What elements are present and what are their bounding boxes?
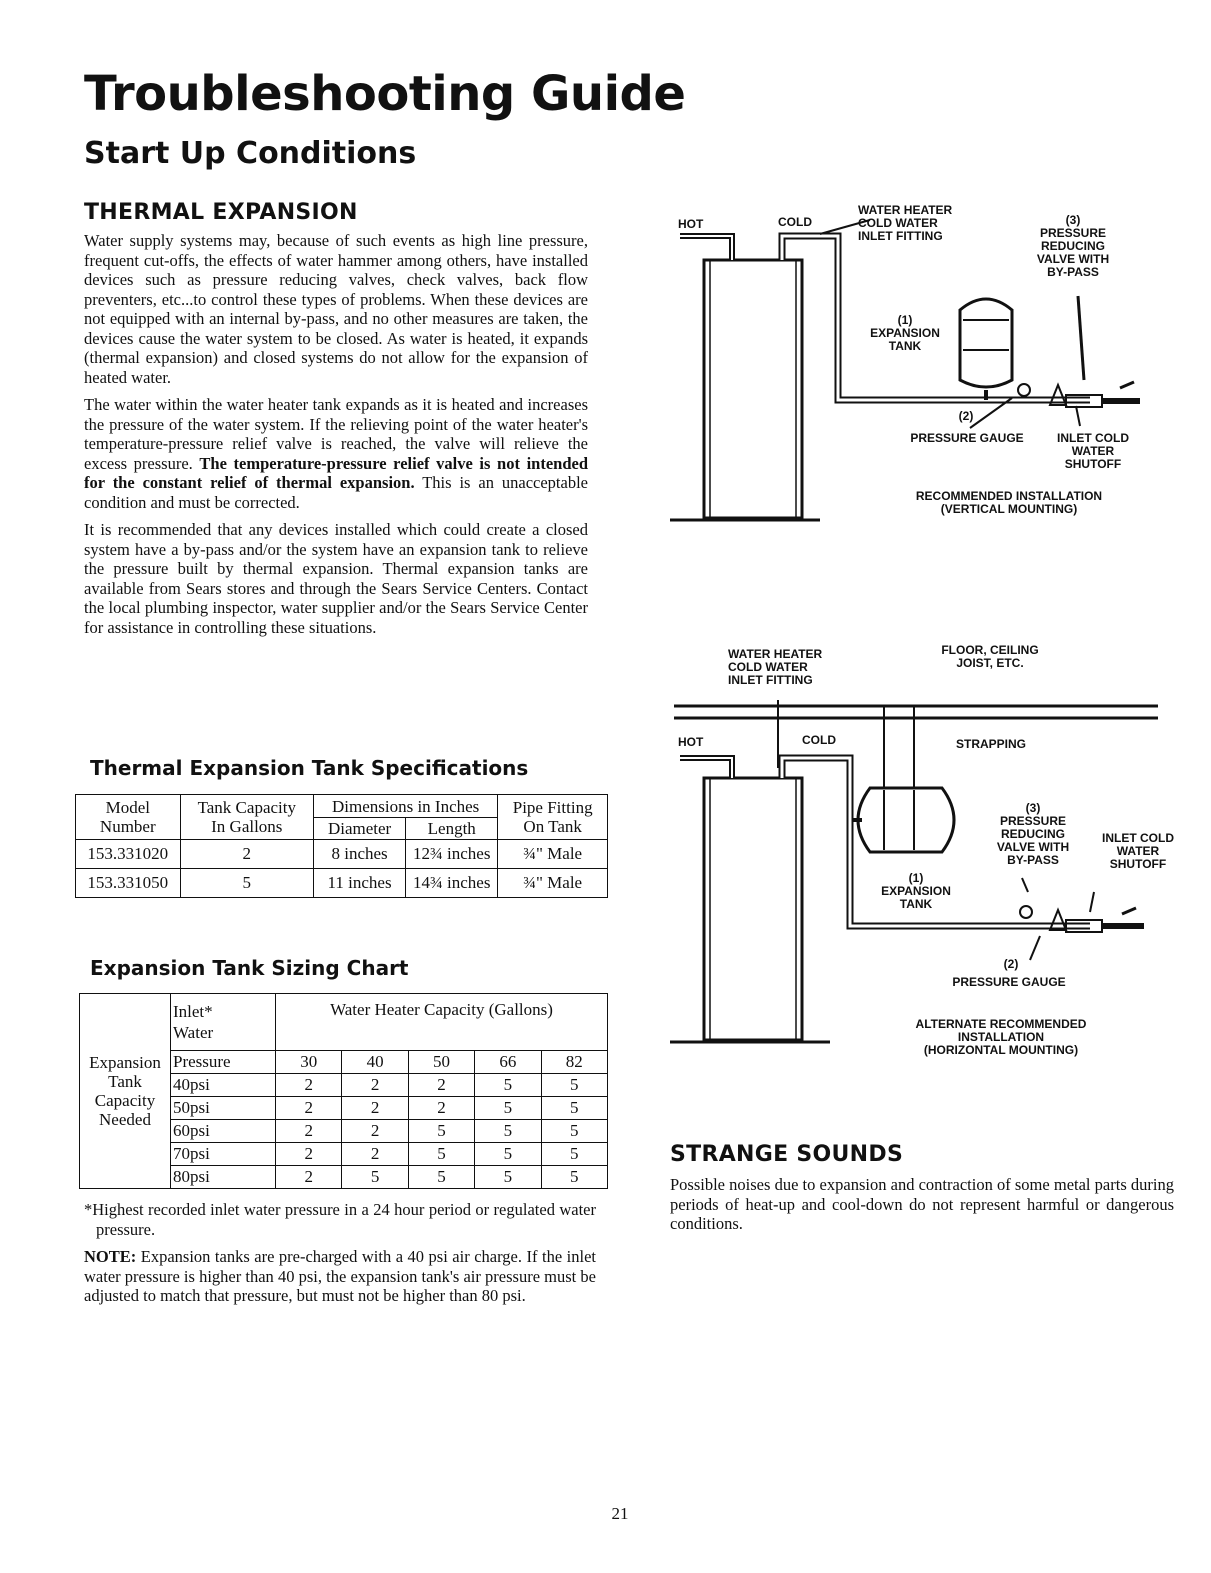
sizing-footnote: *Highest recorded inlet water pressure in a 24 hour period or regulated water pressure.	[84, 1200, 596, 1239]
table-row: 153.331050 5 11 inches 14¾ inches ¾" Male	[76, 869, 608, 898]
thermal-paragraph-1: Water supply systems may, because of such events as high line pressure, frequent cut-offs, the effects of water hammer among others, have installed devices such as pressure reducing valves, check valves, back flow preventers, etc...to control these types of problems. When these devices are not equipped with an internal by-pass, and no other measures are taken, the devices cause the water system to be closed. As water is heated, it expands (thermal expansion) and closed systems do not allow for the expansion of heated water.	[84, 231, 588, 387]
horizontal-floor-label: FLOOR, CEILING JOIST, ETC.	[941, 643, 1039, 670]
strange-sounds-paragraph: Possible noises due to expansion and contraction of some metal parts during periods of heat-up and cool-down do not represent harmful or dangerous conditions.	[670, 1175, 1174, 1233]
horizontal-hot-label: HOT	[678, 735, 704, 749]
sizing-chart-table: Expansion Tank Capacity Needed Inlet* Water Water Heater Capacity (Gallons) Pressure 30 40 50 66 82 40psi 2 2 2 5 5 50psi 2 2 2 5 5 60psi 2 2 5 5 5 70psi 2 2 5 5 5 80psi 2 5 5 5 5	[79, 993, 608, 1189]
table-row: 153.331020 2 8 inches 12¾ inches ¾" Male	[76, 840, 608, 869]
sizing-header-capacity: Water Heater Capacity (Gallons)	[276, 994, 608, 1051]
horizontal-inlet-label: WATER HEATER COLD WATER INLET FITTING	[728, 647, 823, 687]
sizing-note: NOTE: Expansion tanks are pre-charged with a 40 psi air charge. If the inlet water pressure is higher than 40 psi, the expansion tank's air pressure must be adjusted to match that pressure, but must not be higher than 80 psi.	[84, 1247, 596, 1305]
page-subtitle: Start Up Conditions	[84, 136, 417, 171]
vertical-shutoff-label: INLET COLD WATER SHUTOFF	[1057, 431, 1129, 471]
horizontal-strapping-label: STRAPPING	[956, 737, 1027, 751]
spec-table	[75, 794, 608, 898]
vertical-mounting-diagram	[670, 200, 1190, 540]
sizing-header-inlet: Inlet* Water	[171, 994, 276, 1051]
vertical-caption: RECOMMENDED INSTALLATION (VERTICAL MOUNTING)	[915, 489, 1103, 516]
strange-sounds-section	[670, 1142, 1174, 1242]
table-row: 80psi 2 5 5 5 5	[80, 1166, 608, 1189]
horizontal-gauge-label: PRESSURE GAUGE	[952, 975, 1066, 989]
horizontal-shutoff-label: INLET COLD WATER SHUTOFF	[1102, 831, 1174, 871]
horizontal-tank-label: (1) EXPANSION TANK	[881, 871, 951, 911]
spec-header-model: Model Number	[76, 795, 181, 840]
table-row: 40psi 2 2 2 5 5	[80, 1074, 608, 1097]
vertical-prv-label: (3) PRESSURE REDUCING VALVE WITH BY-PASS	[1036, 213, 1110, 279]
thermal-paragraph-2: The water within the water heater tank expands as it is heated and increases the pressure of the water system. If the relieving point of the water heater's temperature-pressure relief valve is reached, the valve will relieve the excess pressure. The temperature-pressure relief valve is not intended for the constant relief of thermal expansion. This is an unacceptable condition and must be corrected.	[84, 395, 588, 512]
vertical-cold-label: COLD	[778, 215, 812, 229]
sizing-row-label: Expansion Tank Capacity Needed	[80, 994, 171, 1189]
horizontal-prv-label: (3) PRESSURE REDUCING VALVE WITH BY-PASS	[996, 801, 1070, 867]
horizontal-mounting-diagram	[670, 644, 1190, 1064]
sizing-notes	[84, 1200, 596, 1314]
vertical-gauge-label: PRESSURE GAUGE	[910, 431, 1024, 445]
vertical-hot-label: HOT	[678, 217, 704, 231]
page-title: Troubleshooting Guide	[84, 66, 686, 122]
strange-sounds-heading: STRANGE SOUNDS	[670, 1142, 904, 1167]
spec-header-pipe: Pipe Fitting On Tank	[498, 795, 608, 840]
spec-header-capacity: Tank Capacity In Gallons	[180, 795, 313, 840]
horizontal-caption: ALTERNATE RECOMMENDED INSTALLATION (HORIZONTAL MOUNTING)	[915, 1017, 1087, 1057]
table-row: 60psi 2 2 5 5 5	[80, 1120, 608, 1143]
table-row: 70psi 2 2 5 5 5	[80, 1143, 608, 1166]
vertical-tank-label: (1) EXPANSION TANK	[870, 313, 940, 353]
table-row: 50psi 2 2 2 5 5	[80, 1097, 608, 1120]
spec-header-dimensions: Dimensions in Inches Diameter Length	[313, 795, 497, 840]
page-number: 21	[611, 1504, 629, 1523]
thermal-expansion-heading: THERMAL EXPANSION	[84, 200, 358, 225]
horizontal-cold-label: COLD	[802, 733, 836, 747]
vertical-inlet-label: WATER HEATER COLD WATER INLET FITTING	[858, 203, 953, 243]
sizing-chart-heading: Expansion Tank Sizing Chart	[90, 956, 409, 980]
horizontal-gauge-number: (2)	[1003, 957, 1019, 971]
spec-table-heading: Thermal Expansion Tank Specifications	[90, 756, 529, 780]
thermal-paragraph-3: It is recommended that any devices installed which could create a closed system have a by-pass and/or the system have an expansion tank to relieve the pressure built by thermal expansion. Thermal expansion tanks are available from Sears stores and through the Sears Service Centers. Contact the local plumbing inspector, water supplier and/or the Sears Service Center for assistance in controlling these situations.	[84, 520, 588, 637]
vertical-gauge-number: (2)	[958, 409, 974, 423]
thermal-expansion-section	[84, 200, 588, 645]
